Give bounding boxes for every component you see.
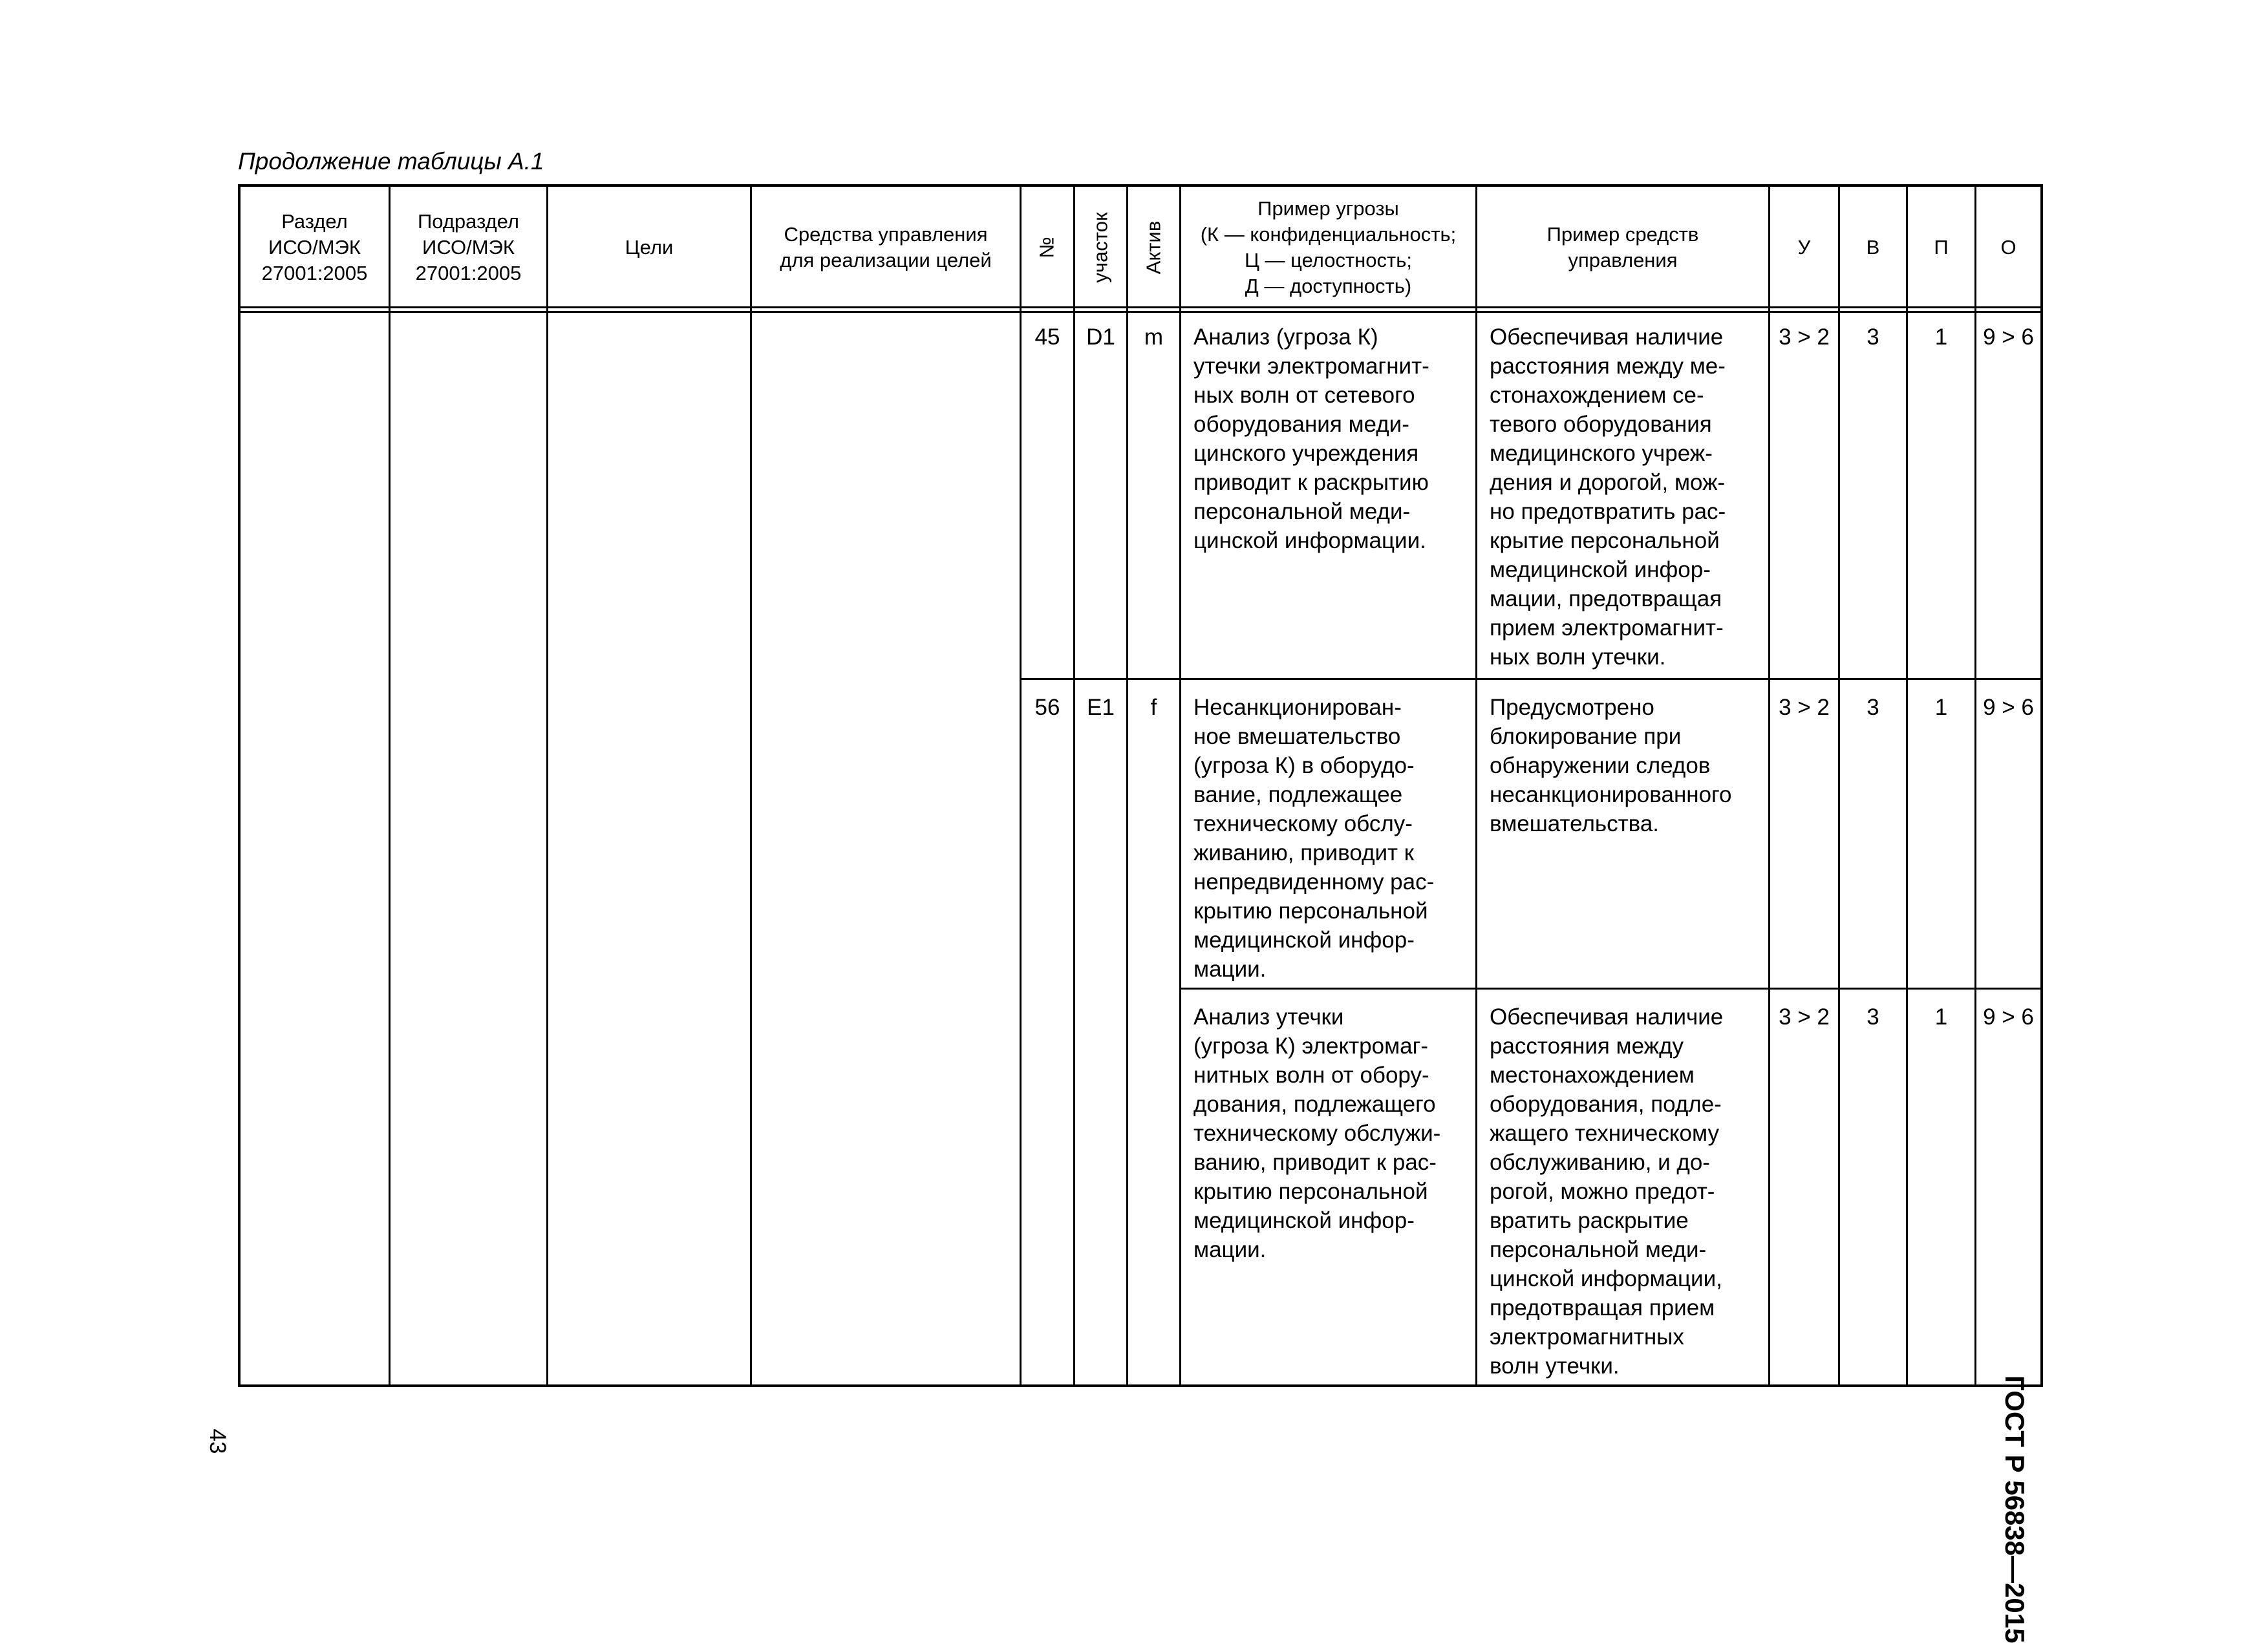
row1-uchastok: D1 bbox=[1086, 324, 1115, 350]
header-o: О bbox=[2000, 236, 2017, 259]
row3-o: 9 > 6 bbox=[1983, 1004, 2034, 1030]
row2-ugroza: Несанкционирован- ное вмешательство (угроза К) в оборудо- вание, подлежащее техническому обслу- живанию, приводит к непредвиденному рас- крытию персональной медицинской инфор- мации. bbox=[1193, 695, 1435, 982]
header-podrazdel: Подраздел ИСО/МЭК 27001:2005 bbox=[415, 210, 522, 284]
header-v: В bbox=[1866, 236, 1880, 259]
document-code: ГОСТ Р 56838—2015 bbox=[2000, 1375, 2030, 1643]
row3-u: 3 > 2 bbox=[1779, 1004, 1830, 1030]
header-aktiv: Актив bbox=[1142, 220, 1165, 275]
row1-num: 45 bbox=[1034, 324, 1060, 350]
header-ugroza: Пример угрозы (К — конфиденциальность; Ц — целостность; Д — доступность) bbox=[1200, 197, 1457, 297]
row3-v: 3 bbox=[1867, 1004, 1879, 1030]
row2-u: 3 > 2 bbox=[1779, 695, 1830, 720]
table-caption: Продолжение таблицы А.1 bbox=[238, 148, 544, 175]
row1-v: 3 bbox=[1867, 324, 1879, 350]
row1-p: 1 bbox=[1934, 324, 1948, 350]
header-sredstva: Средства управления для реализации целей bbox=[780, 223, 992, 271]
row1-ugroza: Анализ (угроза К) утечки электромагнит- ных волн от сетевого оборудования меди- цинского учреждения приводит к раскрытию персональной меди- цинской информации. bbox=[1193, 324, 1429, 553]
row2-p: 1 bbox=[1934, 695, 1948, 720]
row1-o: 9 > 6 bbox=[1983, 324, 2034, 350]
row3-sredstva: Обеспечивая наличие расстояния между местонахождением оборудования, подле- жащего техническому обслуживанию, и до- рогой, можно предот- вратить раскрытие персональной меди- цинской информации, предотвращая прием электромагнитных волн утечки. bbox=[1490, 1004, 1724, 1379]
row1-aktiv: m bbox=[1144, 324, 1164, 350]
header-primer-sredstv: Пример средств управления bbox=[1546, 223, 1699, 271]
row2-v: 3 bbox=[1867, 695, 1879, 720]
row2-num: 56 bbox=[1034, 695, 1060, 720]
row1-u: 3 > 2 bbox=[1779, 324, 1830, 350]
row1-sredstva: Обеспечивая наличие расстояния между ме- стонахождением се- тевого оборудования медицинского учреж- дения и дорогой, мож- но предотвратить рас- крытие персональной медицинской инфор- мации, предотвращая прием электромагнит- ных волн утечки. bbox=[1490, 324, 1726, 670]
header-u: У bbox=[1797, 236, 1811, 259]
header-celi: Цели bbox=[625, 236, 674, 259]
row2-sredstva: Предусмотрено блокирование при обнаружении следов несанкционированного вмешательства. bbox=[1490, 695, 1732, 836]
header-uchastok: участок bbox=[1089, 212, 1112, 283]
row3-ugroza: Анализ утечки (угроза К) электромаг- нитных волн от обору- дования, подлежащего техническому обслужи- ванию, приводит к рас- крытию персональной медицинской инфор- мации. bbox=[1193, 1004, 1441, 1262]
row2-o: 9 > 6 bbox=[1983, 695, 2034, 720]
header-num: № bbox=[1035, 237, 1058, 259]
row3-p: 1 bbox=[1934, 1004, 1948, 1030]
page-number: 43 bbox=[205, 1428, 230, 1454]
row2-uchastok: E1 bbox=[1087, 695, 1115, 720]
header-razdel: Раздел ИСО/МЭК 27001:2005 bbox=[261, 210, 368, 284]
header-p: П bbox=[1934, 236, 1949, 259]
row2-aktiv: f bbox=[1150, 695, 1157, 720]
threat-table bbox=[238, 184, 2043, 1387]
